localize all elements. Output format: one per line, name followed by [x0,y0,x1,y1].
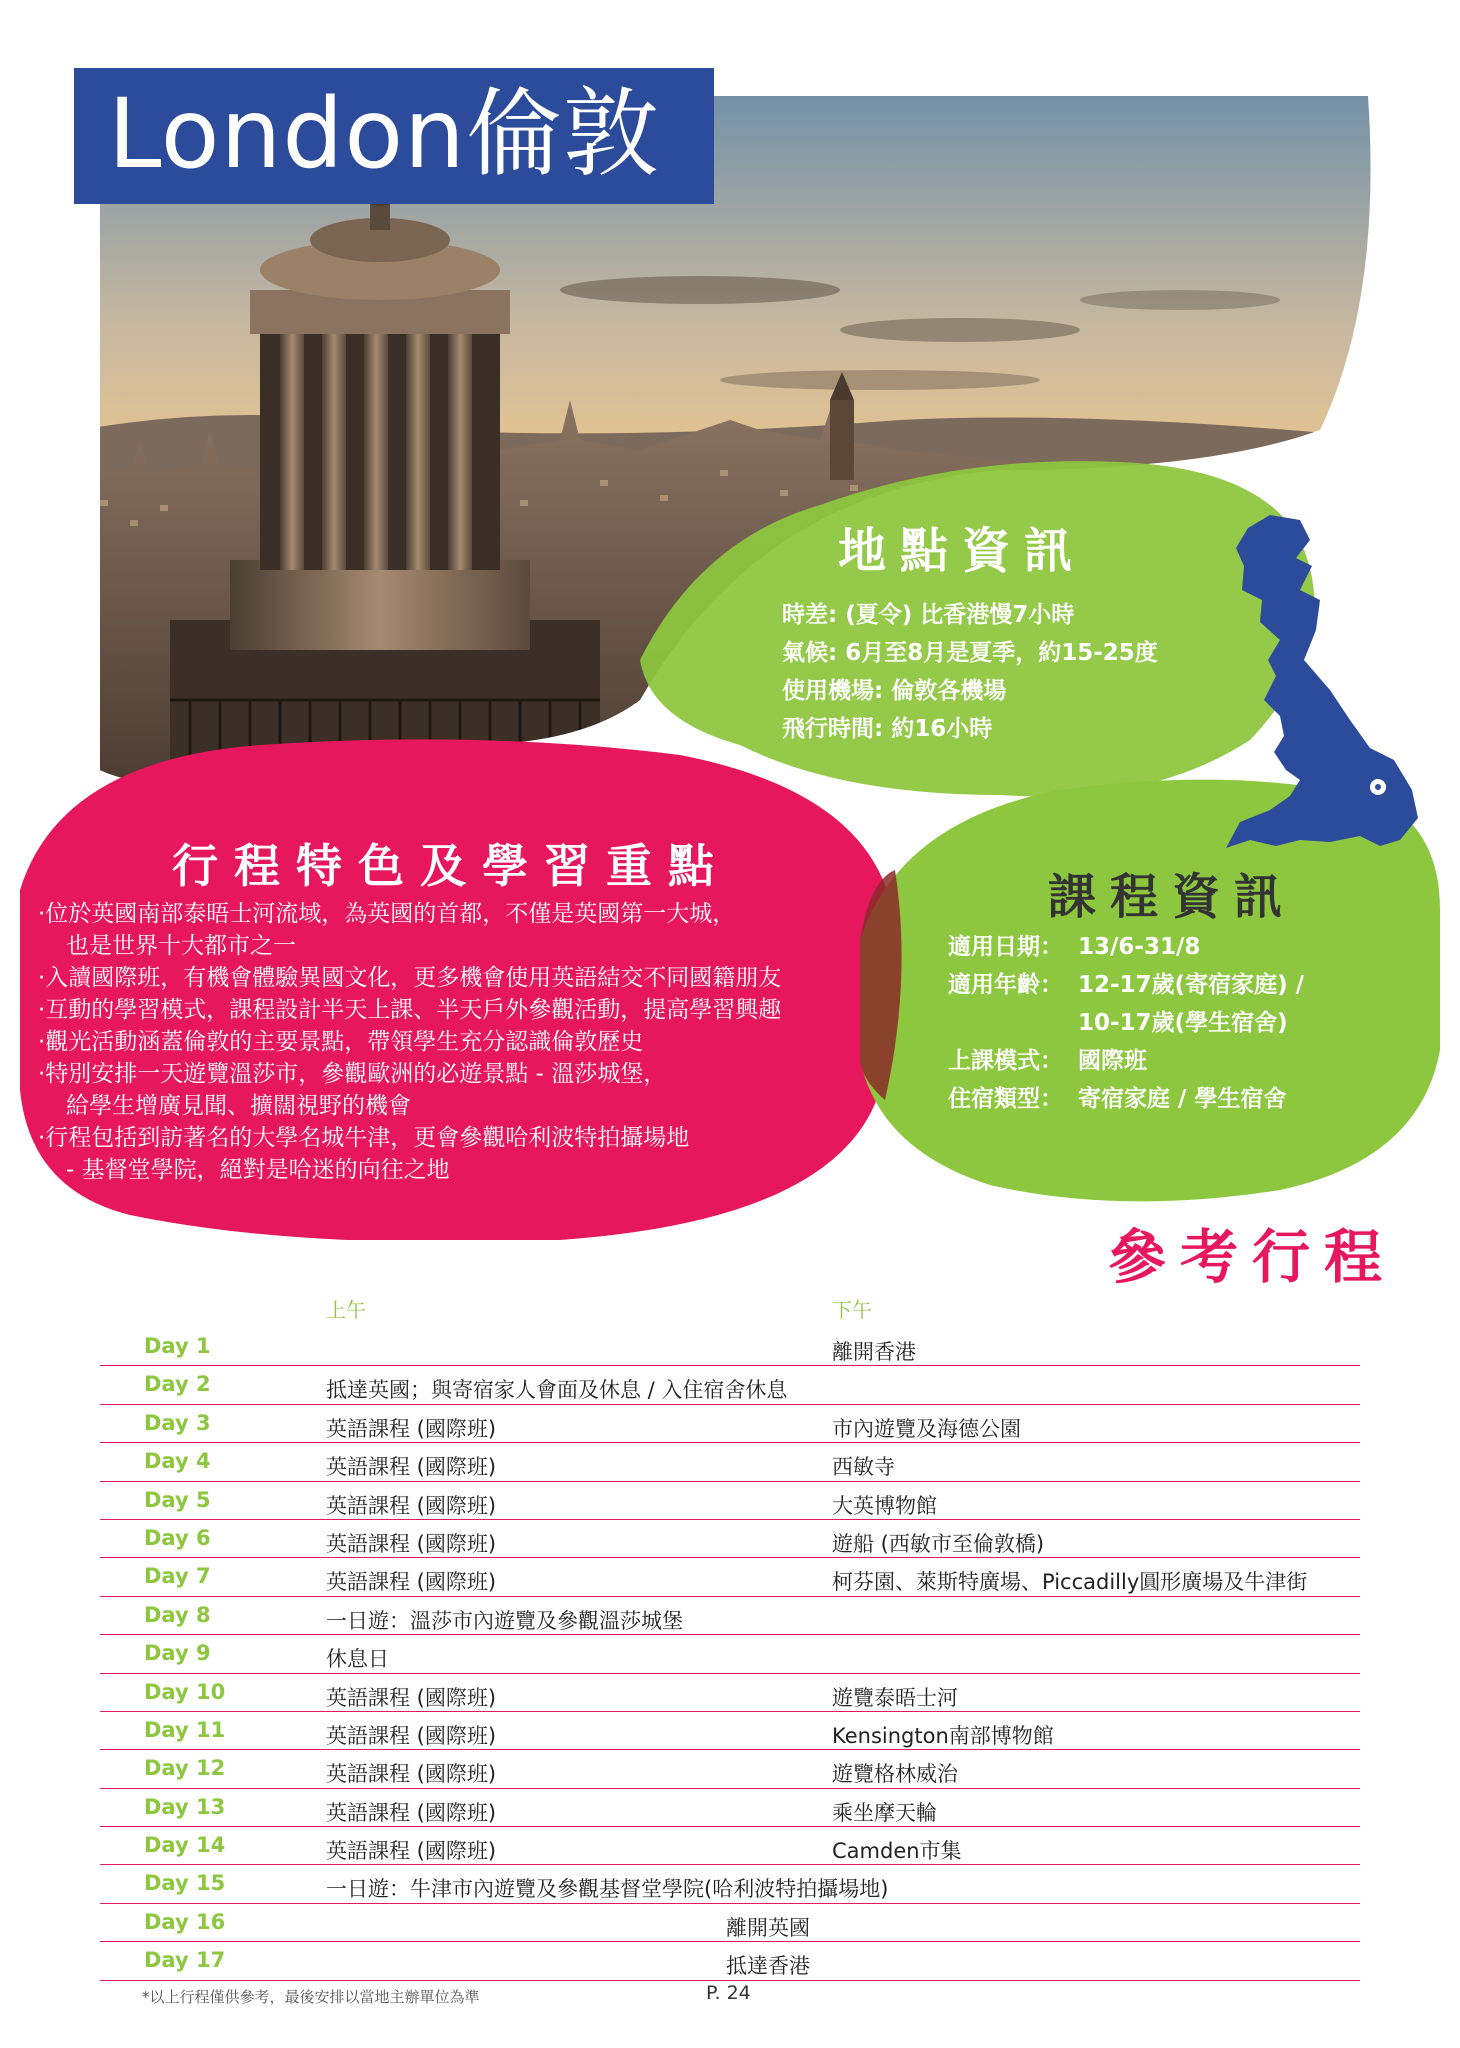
title-banner [74,68,714,204]
course-row-label: 適用年齡： [948,972,1063,998]
location-line: 飛行時間: 約16小時 [782,716,993,742]
itinerary-day: Day 5 [144,1487,211,1512]
highlight-item: ·位於英國南部泰晤士河流域，為英國的首都，不僅是英國第一大城， [38,901,736,927]
itinerary-row [100,1942,1360,1980]
itinerary-am: 一日遊：牛津市內遊覽及參觀基督堂學院(哈利波特拍攝場地) [326,1877,889,1902]
itinerary-pm: 大英博物館 [832,1493,937,1518]
itinerary-row [100,1405,1360,1443]
itinerary-day: Day 16 [144,1909,226,1934]
itinerary-day: Day 11 [144,1717,226,1742]
itinerary-pm: 柯芬園、萊斯特廣場、Piccadilly圓形廣場及牛津街 [832,1570,1308,1595]
highlight-item: ·觀光活動涵蓋倫敦的主要景點，帶領學生充分認識倫敦歷史 [38,1029,644,1055]
course-row-label: 適用日期： [948,934,1063,960]
location-line: 時差: (夏令) 比香港慢7小時 [782,602,1075,628]
itinerary-row [100,1328,1360,1366]
highlight-item: 給學生增廣見聞、擴闊視野的機會 [66,1093,411,1119]
itinerary-pm: 離開香港 [832,1340,916,1364]
itinerary-row [100,1443,1360,1481]
course-info [948,928,1304,1118]
itinerary-day: Day 3 [144,1410,211,1435]
itinerary-row [100,1482,1360,1520]
itinerary-heading: 參考行程 [1108,1223,1397,1291]
location-line: 氣候: 6月至8月是夏季，約15-25度 [782,640,1158,666]
itinerary-row [100,1750,1360,1788]
course-row-label [948,1004,1078,1042]
itinerary-row [100,1789,1360,1827]
itinerary-day: Day 10 [144,1679,226,1704]
itinerary-am: 英語課程 (國際班) [326,1762,497,1787]
itinerary-row [100,1827,1360,1865]
course-row [948,1080,1304,1118]
itinerary-am: 英語課程 (國際班) [326,1839,497,1864]
itinerary-am: 休息日 [326,1647,389,1672]
itinerary-am: 英語課程 (國際班) [326,1685,497,1710]
highlights-heading: 行程特色及學習重點 [172,839,730,893]
location-line: 使用機場: 倫敦各機場 [782,678,1007,704]
itinerary-pm: 遊覽格林威治 [832,1762,958,1787]
itinerary-am: 抵達英國；與寄宿家人會面及休息 / 入住宿舍休息 [326,1378,788,1403]
itinerary-am: 英語課程 (國際班) [326,1416,497,1441]
footnote: *以上行程僅供參考，最後安排以當地主辦單位為準 [142,1988,480,2006]
itinerary-table [100,1328,1360,1981]
course-row-value: 12-17歲(寄宿家庭) / [1078,972,1304,998]
itinerary-am: 一日遊：溫莎市內遊覽及參觀溫莎城堡 [326,1608,683,1633]
course-row-label: 住宿類型： [948,1086,1063,1112]
itinerary-day: Day 14 [144,1833,226,1858]
itinerary-day: Day 15 [144,1871,226,1896]
course-row [948,1004,1304,1042]
itinerary-day: Day 7 [144,1564,211,1589]
itinerary-row [100,1865,1360,1903]
itinerary-pm: 西敏寺 [832,1455,895,1480]
highlight-item: ·行程包括到訪著名的大學名城牛津，更會參觀哈利波特拍攝場地 [38,1125,690,1151]
itinerary-day: Day 6 [144,1525,211,1550]
location-heading: 地點資訊 [838,523,1087,579]
location-pin-icon [1370,779,1386,795]
itinerary-day: Day 13 [144,1794,226,1819]
itinerary-row [100,1712,1360,1750]
course-row-value: 國際班 [1078,1048,1147,1074]
itinerary-full-day: 抵達香港 [726,1954,810,1979]
itinerary-day: Day 2 [144,1372,211,1397]
itinerary-pm: 遊覽泰晤士河 [832,1685,958,1710]
itinerary-am: 英語課程 (國際班) [326,1570,497,1595]
highlight-item: 也是世界十大都市之一 [66,933,296,959]
itinerary-row [100,1366,1360,1404]
itinerary-am: 英語課程 (國際班) [326,1493,497,1518]
course-row [948,1042,1304,1080]
itinerary-day: Day 17 [144,1948,226,1973]
course-row-value: 寄宿家庭 / 學生宿舍 [1078,1086,1287,1112]
course-row-label: 上課模式： [948,1048,1063,1074]
highlight-item: - 基督堂學院，絕對是哈迷的向往之地 [66,1157,450,1183]
page-number: P. 24 [706,1982,751,2004]
itinerary-day: Day 4 [144,1449,211,1474]
itinerary-row [100,1674,1360,1712]
itinerary-row [100,1597,1360,1635]
itinerary-pm: Kensington南部博物館 [832,1723,1054,1748]
course-row [948,966,1304,1004]
highlights-list [38,898,781,1186]
itinerary-pm: 遊船 (西敏市至倫敦橋) [832,1531,1045,1556]
course-row [948,928,1304,966]
itinerary-am: 英語課程 (國際班) [326,1723,497,1748]
itinerary-day: Day 12 [144,1756,226,1781]
itinerary-pm: 市內遊覽及海德公園 [832,1416,1021,1441]
itinerary-day: Day 8 [144,1602,211,1627]
itinerary-day: Day 9 [144,1641,211,1666]
itinerary-row [100,1635,1360,1673]
highlight-item: ·特別安排一天遊覽溫莎市，參觀歐洲的必遊景點 - 溫莎城堡， [38,1061,667,1087]
course-heading: 課程資訊 [1048,869,1297,925]
itinerary-pm: 乘坐摩天輪 [832,1800,937,1825]
highlight-item: ·互動的學習模式，課程設計半天上課、半天戶外參觀活動，提高學習興趣 [38,997,782,1023]
itinerary-am: 英語課程 (國際班) [326,1455,497,1480]
page-title: London倫敦 [108,78,660,190]
itinerary-am: 英語課程 (國際班) [326,1800,497,1825]
am-column-header: 上午 [326,1298,366,1322]
course-row-value: 10-17歲(學生宿舍) [1078,1010,1288,1036]
itinerary-pm: Camden市集 [832,1839,962,1864]
itinerary-am: 英語課程 (國際班) [326,1531,497,1556]
pm-column-header: 下午 [832,1298,872,1322]
itinerary-row [100,1520,1360,1558]
itinerary-day: Day 1 [144,1334,211,1358]
itinerary-row [100,1558,1360,1596]
itinerary-row [100,1904,1360,1942]
highlight-item: ·入讀國際班，有機會體驗異國文化，更多機會使用英語結交不同國籍朋友 [38,965,782,991]
itinerary-full-day: 離開英國 [726,1915,810,1940]
location-info [782,596,1158,748]
course-row-value: 13/6-31/8 [1078,934,1201,960]
